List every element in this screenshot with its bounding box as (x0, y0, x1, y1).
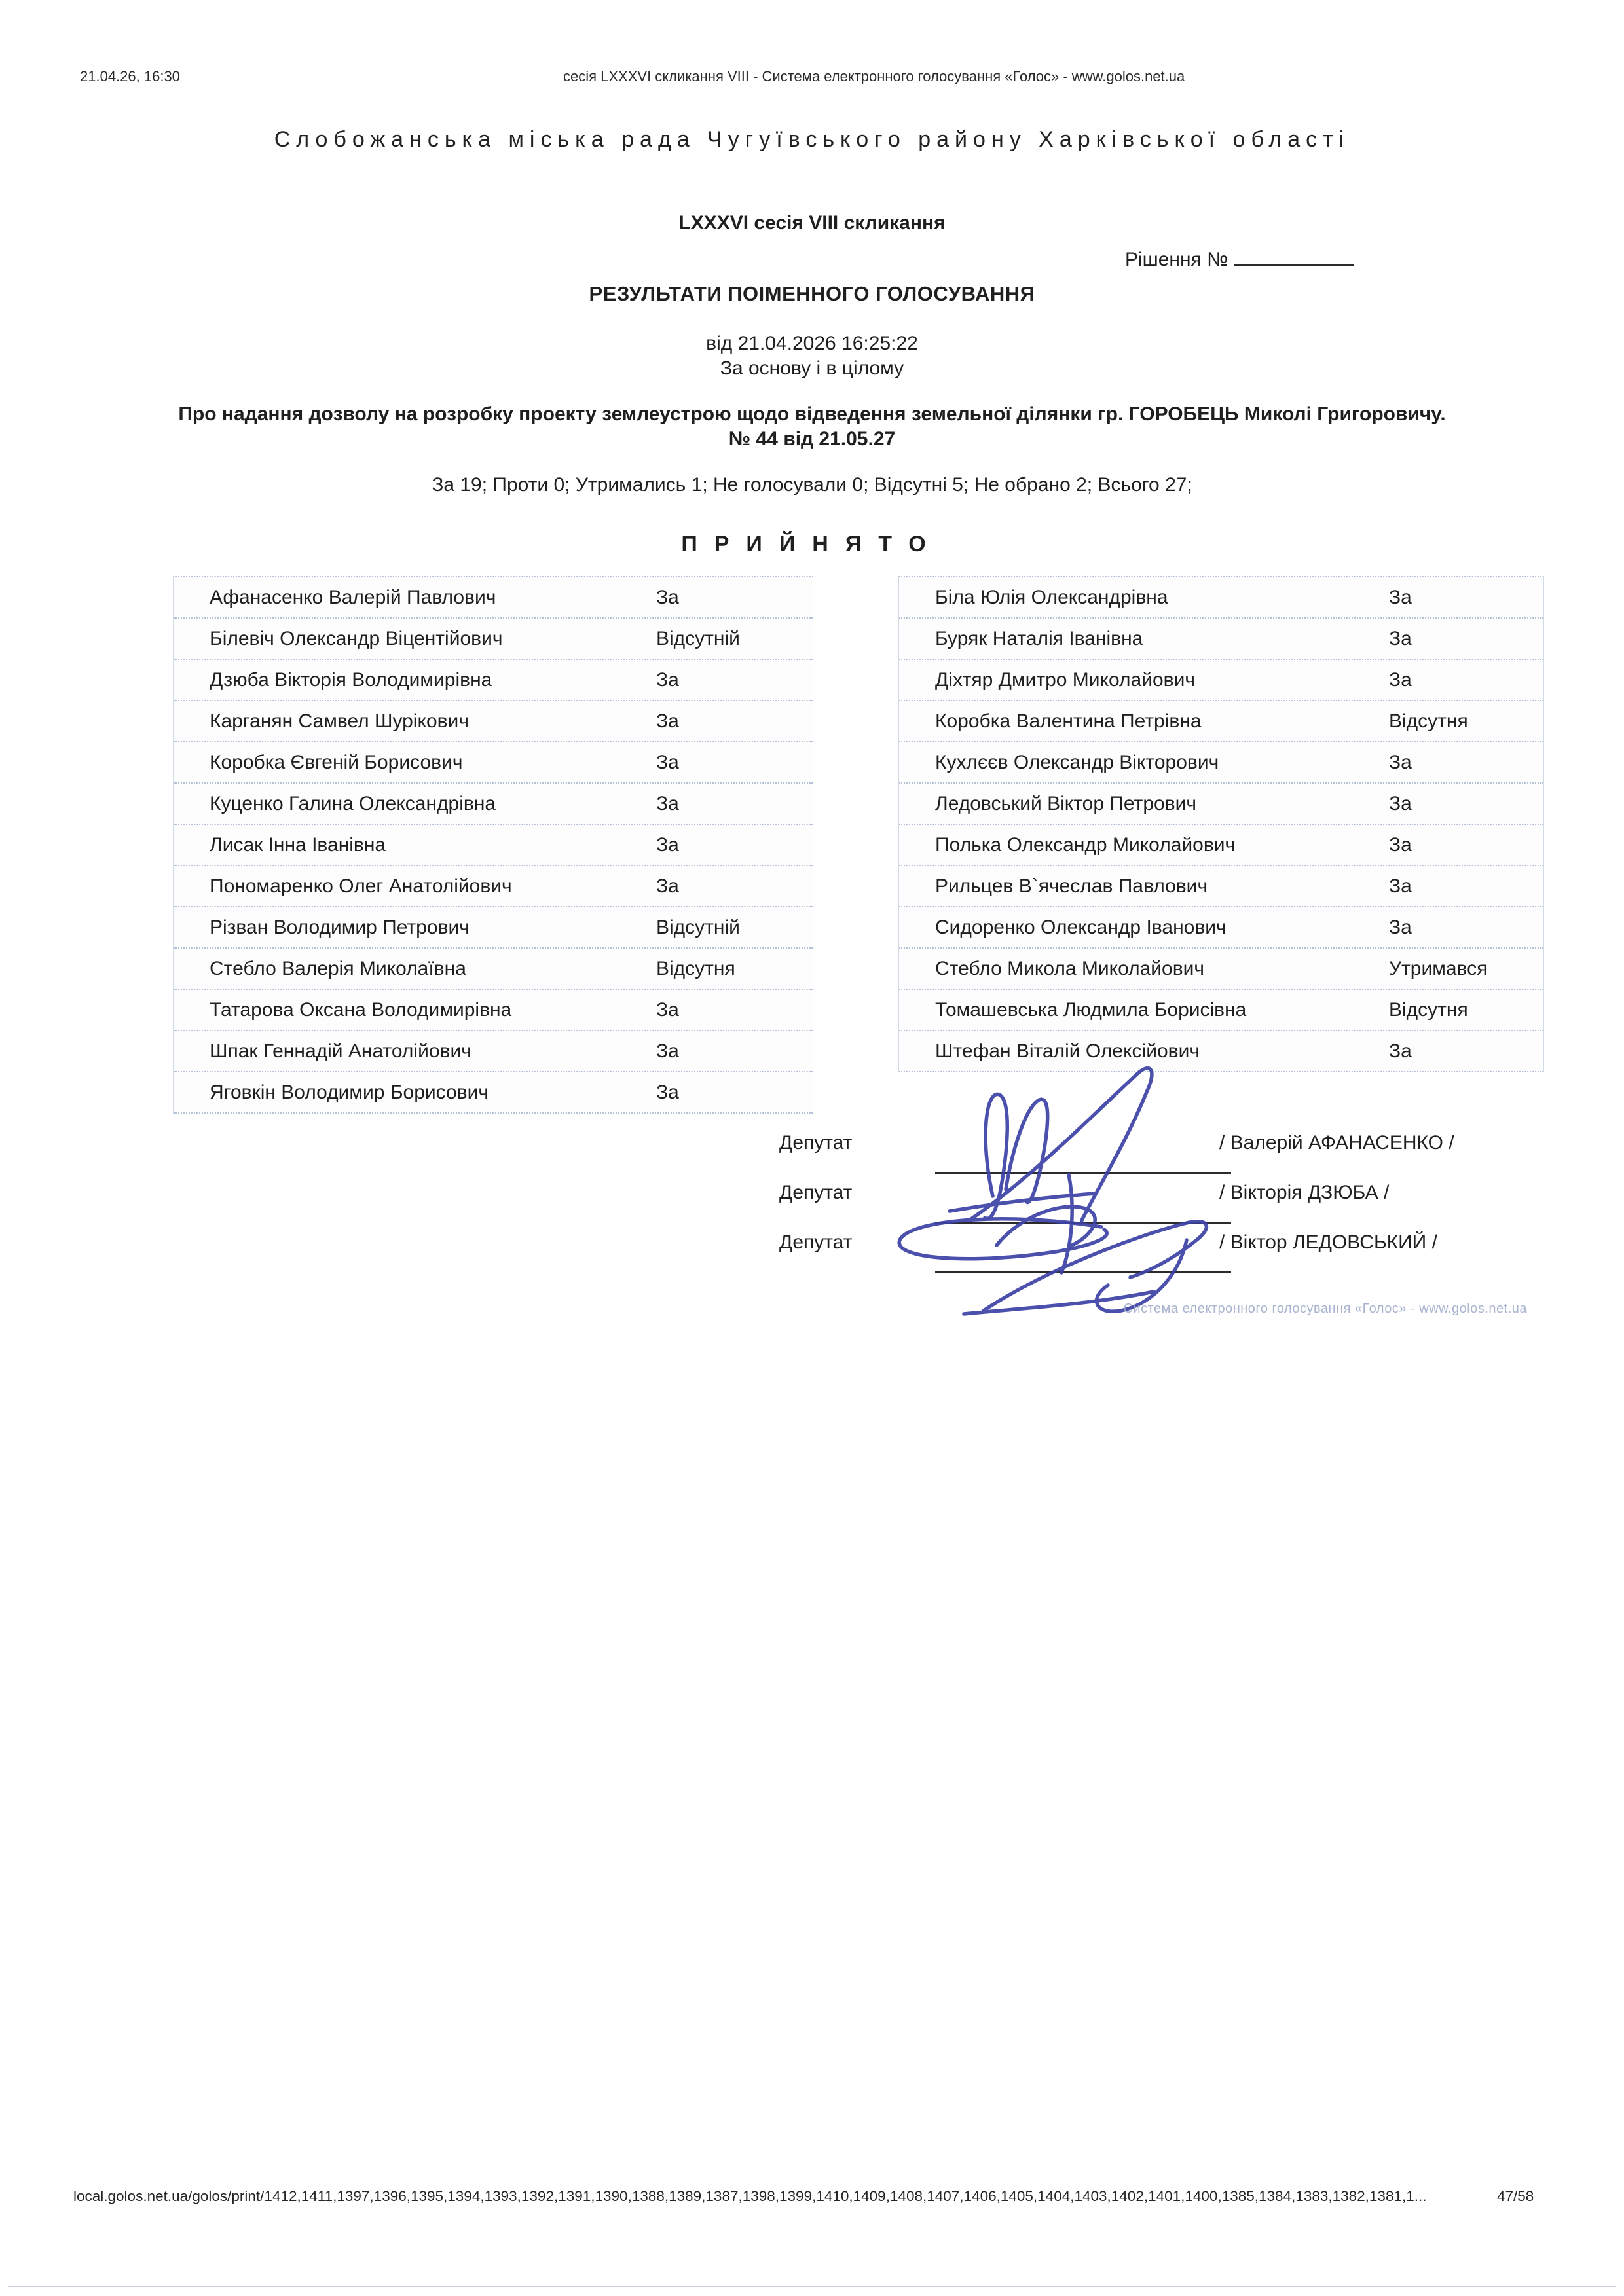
deputy-name: Томашевська Людмила Борисівна (935, 999, 1247, 1021)
vote-basis: За основу і в цілому (720, 357, 904, 379)
deputy-vote: За (640, 825, 813, 865)
deputy-vote: За (1373, 907, 1543, 947)
session-line: LXXXVI сесія VIII скликання (678, 212, 946, 234)
deputy-name: Буряк Наталія Іванівна (935, 628, 1143, 649)
deputy-name: Коробка Євгеній Борисович (210, 752, 463, 773)
print-footer-page-number: 47/58 (1497, 2188, 1534, 2204)
verdict-accepted: ПРИЙНЯТО (681, 532, 943, 556)
scan-edge-artifact (8, 2286, 1616, 2287)
table-row (174, 784, 813, 825)
deputy-name: Рильцев В`ячеслав Павлович (935, 875, 1208, 897)
decision-number-blank-line (1234, 244, 1354, 266)
deputy-vote: За (1373, 742, 1543, 782)
deputy-name: Сидоренко Олександр Іванович (935, 917, 1227, 938)
deputy-vote: За (640, 660, 813, 700)
deputy-vote: Відсутній (640, 907, 813, 947)
table-row (174, 742, 813, 784)
deputy-name: Куценко Галина Олександрівна (210, 793, 496, 814)
signature-role-label: Депутат (779, 1231, 853, 1253)
deputy-vote: За (1373, 577, 1543, 617)
decision-number-label: Рішення № (1125, 249, 1228, 270)
table-row (174, 990, 813, 1031)
table-row (899, 742, 1543, 784)
org-title: Слобожанська міська рада Чугуївського району Харківської області (274, 127, 1350, 152)
deputy-name: Яговкін Володимир Борисович (210, 1082, 489, 1103)
table-row (174, 825, 813, 866)
table-row (174, 1072, 813, 1114)
vote-totals: За 19; Проти 0; Утримались 1; Не голосували 0; Відсутні 5; Не обрано 2; Всього 27; (432, 474, 1192, 496)
deputy-name: Пономаренко Олег Анатолійович (210, 875, 512, 897)
deputy-vote: Відсутня (640, 949, 813, 989)
deputy-vote: За (1373, 825, 1543, 865)
signature-role-label: Депутат (779, 1182, 853, 1203)
table-row (899, 825, 1543, 866)
deputy-name: Лисак Інна Іванівна (210, 834, 386, 856)
vote-datetime: від 21.04.2026 16:25:22 (706, 333, 918, 354)
decision-number-block (1125, 244, 1354, 271)
deputy-vote: За (1373, 619, 1543, 659)
deputy-vote: За (640, 784, 813, 824)
table-row (899, 784, 1543, 825)
table-row (899, 907, 1543, 949)
vote-table-left (173, 576, 813, 1114)
print-footer-url: local.golos.net.ua/golos/print/1412,1411,1397,1396,1395,1394,1393,1392,1391,1390,1388,1389,1387,1398,1399,1410,1409,1408,1407,1406,1405,1404,1403,1402,1401,1400,1385,1384,1383,1382,1381,1... (73, 2188, 1427, 2204)
table-row (899, 619, 1543, 660)
deputy-vote: За (1373, 866, 1543, 906)
deputy-vote: Утримався (1373, 949, 1543, 989)
subject-line-2: № 44 від 21.05.27 (728, 428, 896, 450)
table-row (899, 701, 1543, 742)
table-row (174, 1031, 813, 1072)
signature-name: / Віктор ЛЕДОВСЬКИЙ / (1219, 1231, 1437, 1253)
deputy-vote: Відсутній (640, 619, 813, 659)
deputy-name: Татарова Оксана Володимирівна (210, 999, 512, 1021)
table-row (174, 701, 813, 742)
table-row (899, 949, 1543, 990)
table-row (174, 949, 813, 990)
table-row (174, 619, 813, 660)
deputy-name: Коробка Валентина Петрівна (935, 710, 1202, 732)
signature-name: / Вікторія ДЗЮБА / (1219, 1182, 1390, 1203)
print-header-title: сесія LXXXVI скликання VIII - Система електронного голосування «Голос» - www.golos.net.ua (563, 68, 1185, 84)
deputy-vote: За (640, 866, 813, 906)
table-row (899, 577, 1543, 619)
handwritten-signatures-ink (871, 1055, 1316, 1317)
table-row (174, 866, 813, 907)
deputy-name: Кухлєєв Олександр Вікторович (935, 752, 1219, 773)
deputy-name: Шпак Геннадій Анатолійович (210, 1040, 471, 1062)
deputy-name: Дзюба Вікторія Володимирівна (210, 669, 492, 691)
subject-line-1: Про надання дозволу на розробку проекту землеустрою щодо відведення земельної ділянки гр. ГОРОБЕЦЬ Миколі Григоровичу. (178, 403, 1446, 425)
print-header-datetime: 21.04.26, 16:30 (80, 68, 180, 84)
signature-role-label: Депутат (779, 1132, 853, 1154)
deputy-name: Полька Олександр Миколайович (935, 834, 1236, 856)
signature-name: / Валерій АФАНАСЕНКО / (1219, 1132, 1454, 1154)
deputy-vote: Відсутня (1373, 990, 1543, 1030)
table-row (899, 990, 1543, 1031)
vote-table-right (898, 576, 1544, 1072)
results-title: РЕЗУЛЬТАТИ ПОІМЕННОГО ГОЛОСУВАННЯ (589, 282, 1035, 305)
deputy-vote: За (640, 990, 813, 1030)
deputy-name: Стебло Валерія Миколаївна (210, 958, 466, 979)
deputy-name: Ледовський Віктор Петрович (935, 793, 1197, 814)
deputy-vote: За (1373, 784, 1543, 824)
deputy-name: Різван Володимир Петрович (210, 917, 470, 938)
deputy-name: Штефан Віталій Олексійович (935, 1040, 1200, 1062)
deputy-name: Білевіч Олександр Віцентійович (210, 628, 503, 649)
table-row (174, 907, 813, 949)
deputy-vote: Відсутня (1373, 701, 1543, 741)
deputy-vote: За (640, 701, 813, 741)
deputy-name: Біла Юлія Олександрівна (935, 587, 1168, 608)
table-row (899, 866, 1543, 907)
deputy-vote: За (1373, 1031, 1543, 1071)
deputy-vote: За (1373, 660, 1543, 700)
deputy-name: Стебло Микола Миколайович (935, 958, 1205, 979)
deputy-vote: За (640, 742, 813, 782)
table-row (174, 660, 813, 701)
deputy-vote: За (640, 577, 813, 617)
system-watermark: Система електронного голосування «Голос» - www.golos.net.ua (1123, 1302, 1527, 1316)
deputy-name: Афанасенко Валерій Павлович (210, 587, 496, 608)
deputy-name: Карганян Самвел Шурікович (210, 710, 469, 732)
deputy-vote: За (640, 1072, 813, 1112)
deputy-vote: За (640, 1031, 813, 1071)
deputy-name: Діхтяр Дмитро Миколайович (935, 669, 1195, 691)
table-row (899, 660, 1543, 701)
table-row (174, 577, 813, 619)
